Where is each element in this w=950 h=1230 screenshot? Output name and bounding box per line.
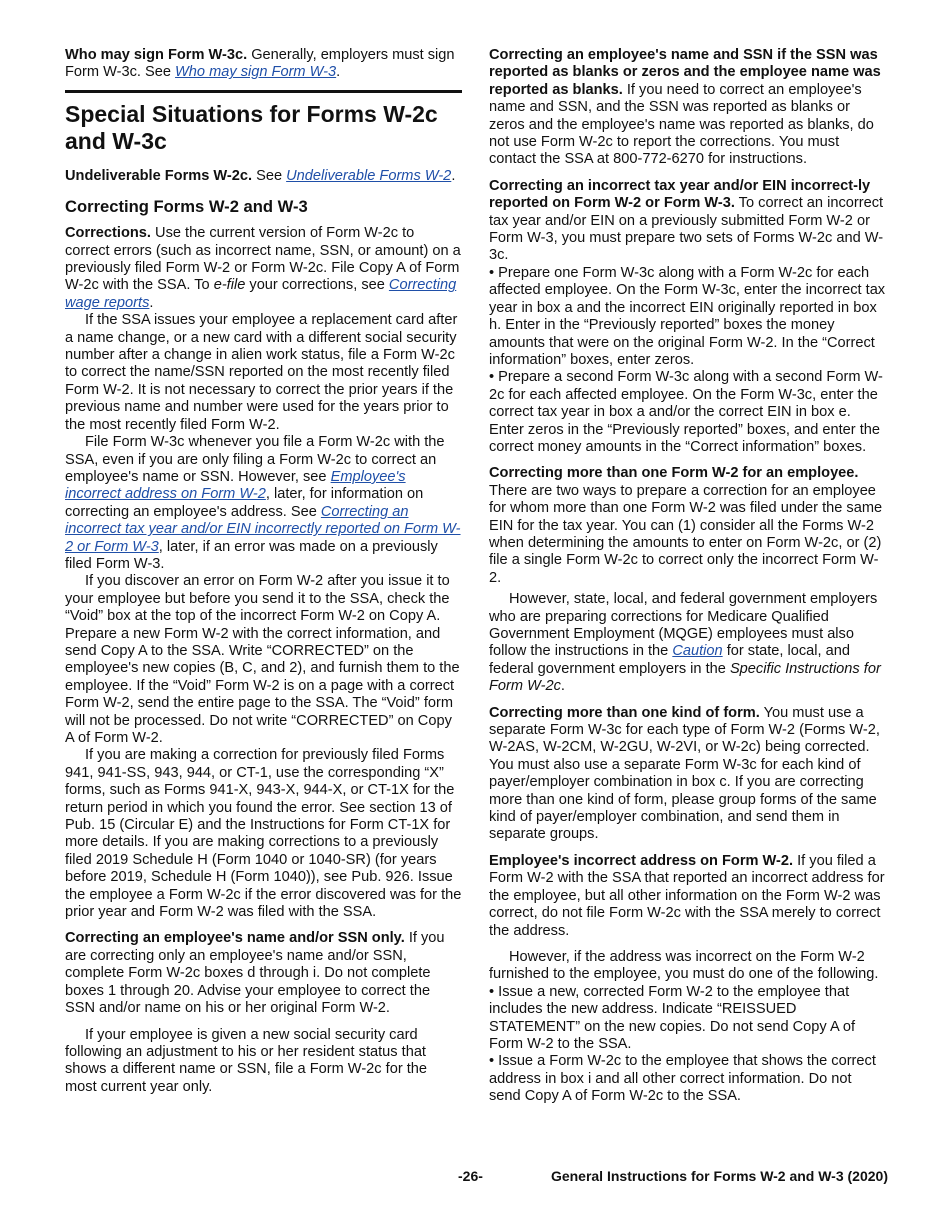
bullet-icon: • [489,369,495,386]
ssa-card-paragraph: If the SSA issues your employee a replacement card after a name change, or a new card with a different social security number after a change in alien work status, file a Form W-2c to correct the name/SSN reported on the most recently filed Form W-2. It is not necessary to correct the prior years if the previous name and number were used for the years prior to the most recently filed Form W-2. [65,312,458,433]
who-may-sign-paragraph: Who may sign Form W-3c. Generally, employers must sign Form W-3c. See Who may sign Form W-3. [65,47,455,81]
correcting-heading: Correcting Forms W-2 and W-3 [65,197,308,217]
incorrect-address-paragraph: Employee's incorrect address on Form W-2. If you filed a Form W-2 with the SSA that reported an incorrect address for the employee, but all other information on the Form W-2 was correct, do not file Form W-2c with the SSA merely to correct the address. [489,852,885,939]
tax-year-bullet-1: • Prepare one Form W-3c along with a Form W-2c for each affected employee. On the Form W-3c, enter the incorrect tax year in box a and the incorrect EIN originally reported in box h. Enter in the “Previously reported” boxes the money amounts that were on the original Form W-2. In the “Correct information” boxes, enter zeros. [489,264,886,368]
corrections-paragraph: Corrections. Use the current version of Form W-2c to correct errors (such as incorrect name, SSN, or amount) on a previously filed Form W-2 or Form W-2c. File Copy A of Form W-2c with the SSA. To e-file your corrections, see Correcting wage reports. [65,225,461,311]
right-column [489,47,886,1106]
address-incorrect-paragraph: However, if the address was incorrect on the Form W-2 furnished to the employee, you must do one of the following. [489,948,879,983]
page-number: -26- [458,1168,483,1184]
address-bullet-2: • Issue a Form W-2c to the employee that shows the correct address in box i and all other correct information. Do not send Copy A of Form W-2c to the SSA. [489,1053,876,1105]
address-bullet-1: • Issue a new, corrected Form W-2 to the employee that includes the new address. Indicate “REISSUED STATEMENT” on the new copies. Do not send Copy A of Form W-2 to the SSA. [489,983,856,1052]
who-may-sign-link[interactable]: Who may sign Form W-3 [175,64,337,81]
new-card-paragraph: If your employee is given a new social security card following an adjustment to his or her resident status that shows a different name or SSN, file a Form W-2c for the most current year only. [65,1026,428,1095]
undeliverable-paragraph: Undeliverable Forms W-2c. See Undeliverable Forms W-2. [65,167,456,184]
incorrect-tax-year-link[interactable]: Correcting an incorrect tax year and/or EIN incorrectly reported on Form W-2 or Form W-3 [65,503,461,555]
bullet-icon: • [489,264,495,281]
tax-year-paragraph: Correcting an incorrect tax year and/or EIN incorrect-ly reported on Form W-2 or Form W-3. To correct an incorrect tax year and/or EIN on a previously submitted Form W-2 or Form W-3, you must prepare two sets of Forms W-2c and W-3c. [489,177,884,264]
page-footer [458,1168,888,1185]
section-divider [65,90,462,93]
left-column [65,47,462,1096]
tax-year-bullet-2: • Prepare a second Form W-3c along with a second Form W-2c for each affected employee. On the Form W-3c, enter the correct tax year in box a and/or the correct EIN in box e. Enter zeros in the “Previously reported” boxes, and enter the correct money amounts in the “Correct information” boxes. [489,369,883,455]
bullet-icon: • [489,983,495,1000]
who-may-sign-title: Who may sign Form W-3c. [65,47,248,63]
file-w3c-paragraph: File Form W-3c whenever you file a Form W-2c with the SSA, even if you are only filing a Form W-2c to correct an employee's name or SSN. However, see Employee's incorrect address on Form W-2, later, for information on correcting an employee's address. See Correcting an incorrect tax year and/or EIN incorrectly reported on Form W-2 or Form W-3, later, if an error was made on a previously filed Form W-3. [65,434,461,572]
more-than-one-w2-paragraph: Correcting more than one Form W-2 for an employee. There are two ways to prepare a correction for an employee for whom more than one Form W-2 was filed under the same EIN for the tax year. You can (1) consider all the Forms W-2 when determining the amounts to enter on Form W-2c, or (2) file a single Form W-2c to correct only the incorrect Form W-2. [489,465,883,586]
section-title: Special Situations for Forms W-2c and W-3c [65,100,438,154]
employee-address-link[interactable]: Employee's incorrect address on Form W-2 [65,468,406,503]
kind-of-form-paragraph: Correcting more than one kind of form. You must use a separate Form W-3c for each type of Form W-2 (Forms W-2, W-2AS, W-2CM, W-2GU, W-2VI, or W-2c) being corrected. You must also use a separate Form W-3c for each kind of payer/employer combination in box c. If you are correcting more than one kind of form, please group forms of the same kind of payer/employer combination, and send them in separate groups. [489,704,880,843]
correcting-wage-reports-link[interactable]: Correcting wage reports [65,277,457,311]
forms-941-paragraph: If you are making a correction for previously filed Forms 941, 941-SS, 943, 944, or CT-1, use the corresponding “X” forms, such as Forms 941-X, 943-X, 944-X, or CT-1X for the return period in which you found the error. See section 13 of Pub. 15 (Circular E) and the Instructions for Form CT-1X for more details. If you are making corrections to a previously filed 2019 Schedule H (Form 1040 or 1040-SR) (for years before 2019, Schedule H (Form 1040)), see Pub. 926. Issue the employee a Form W-2c if the error discovered was for the prior year and Form W-2 was filed with the SSA. [65,747,462,921]
blank-ssn-paragraph: Correcting an employee's name and SSN if the SSN was reported as blanks or zeros and the employee name was reported as blanks. If you need to correct an employee's name and SSN, and the SSN was reported as blanks or zeros and the employee's name was reported as blanks, do not use Form W-2c to report the corrections. You must contact the SSA at 800-772-6270 for instructions. [489,47,881,168]
void-paragraph: If you discover an error on Form W-2 after you issue it to your employee but before you send it to the SSA, check the “Void” box at the top of the incorrect Form W-2 on Copy A. Prepare a new Form W-2 with the correct information, and send Copy A to the SSA. Write “CORRECTED” on the employee's new copies (B, C, and 2), and furnish them to the employee. If the “Void” Form W-2 is on a page with a correct Form W-2, send the entire page to the SSA. The “Void” form will not be processed. Do not write “CORRECTED” on Copy A of Form W-2. [65,573,460,746]
document-title: General Instructions for Forms W-2 and W-3 (2020) [550,1168,888,1184]
caution-link[interactable]: Caution [672,643,723,660]
bullet-icon: • [489,1053,495,1070]
undeliverable-link[interactable]: Undeliverable Forms W-2 [286,167,452,184]
name-ssn-paragraph: Correcting an employee's name and/or SSN only. If you are correcting only an employee's name and/or SSN, complete Form W-2c boxes d through i. Do not complete boxes 1 through 20. Advise your employee to correct the SSN and/or name on his or her original Form W-2. [65,930,445,1017]
mqge-paragraph: However, state, local, and federal government employers who are preparing corrections for Medicare Qualified Government Employment (MQGE) employees must also follow the instructions in the Caution for state, local, and federal government employers in the Specific Instructions for Form W-2c. [489,591,881,695]
